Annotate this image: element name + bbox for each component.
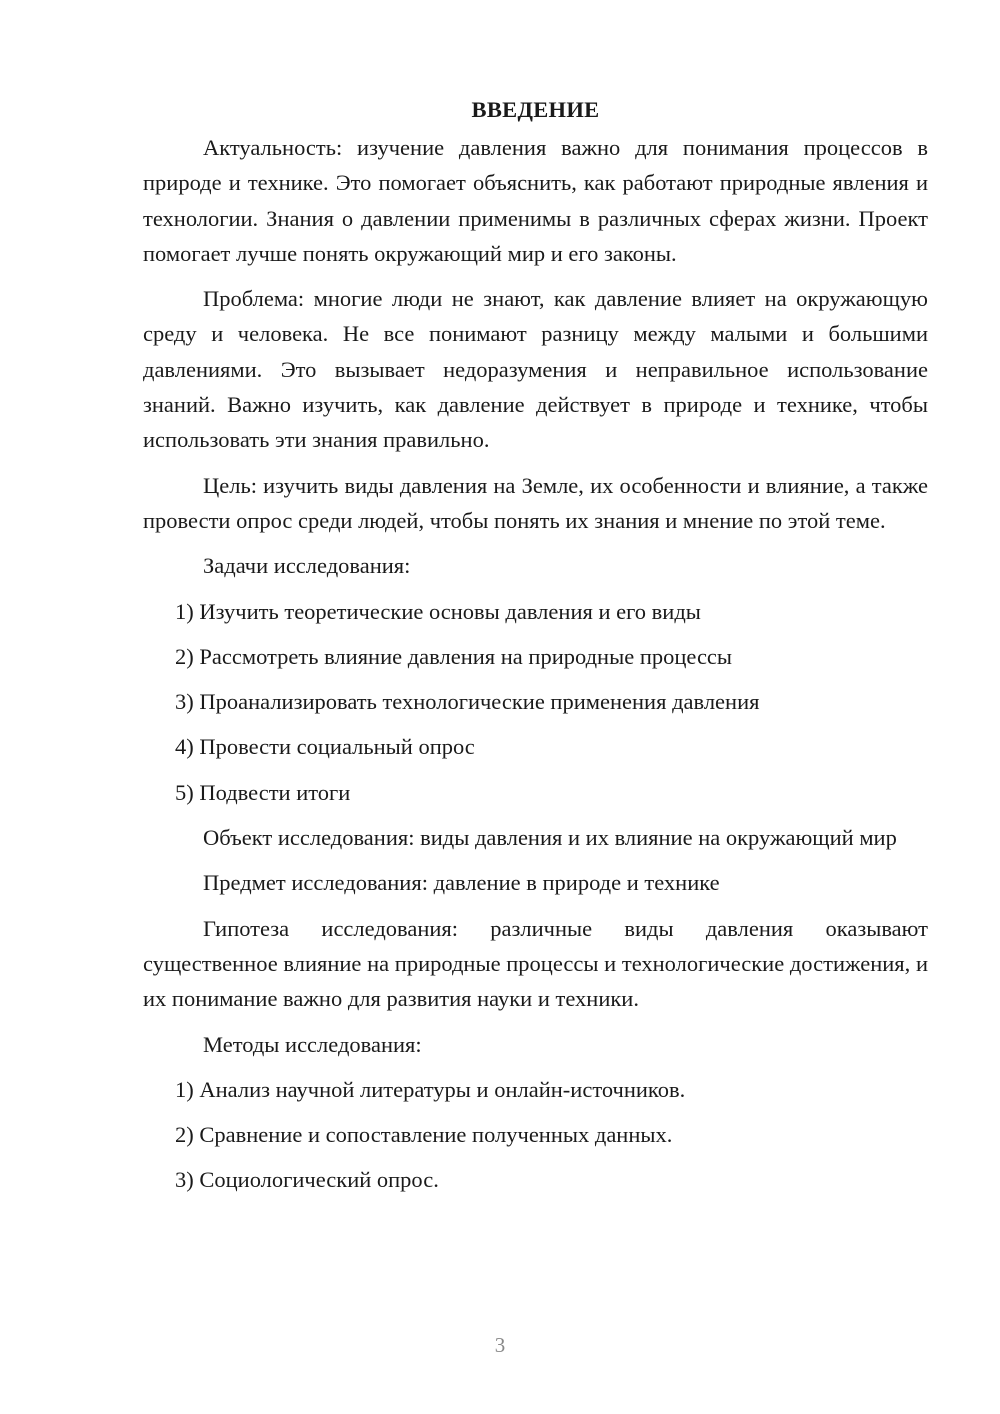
list-item: 1) Анализ научной литературы и онлайн-источников. (175, 1076, 686, 1102)
list-item: 5) Подвести итоги (175, 779, 351, 805)
list-item: 2) Рассмотреть влияние давления на природные процессы (175, 643, 733, 669)
list-item: 2) Сравнение и сопоставление полученных данных. (175, 1122, 673, 1148)
hypothesis-paragraph: Гипотеза исследования: различные виды давления оказывают существенное влияние на природные процессы и технологические достижения, и их понимание важно для развития науки и техники. (143, 915, 928, 1012)
subject-paragraph: Предмет исследования: давление в природе и технике (203, 870, 720, 896)
goal-paragraph: Цель: изучить виды давления на Земле, их особенности и влияние, а также провести опрос среди людей, чтобы понять их знания и мнение по этой теме. (143, 472, 928, 533)
methods-heading: Методы исследования: (203, 1031, 422, 1057)
problem-paragraph: Проблема: многие люди не знают, как давление влияет на окружающую среду и человека. Не все понимают разницу между малыми и большими давлениями. Это вызывает недоразумения и неправильное использование знаний. Важно изучить, как давление действует в природе и технике, чтобы использовать эти знания правильно. (143, 286, 928, 453)
tasks-list (143, 594, 928, 810)
list-item: 1) Изучить теоретические основы давления и его виды (175, 598, 701, 624)
methods-list (143, 1072, 928, 1198)
list-item: 4) Провести социальный опрос (175, 734, 475, 760)
page-number: 3 (494, 1333, 506, 1357)
tasks-heading: Задачи исследования: (203, 553, 411, 579)
relevance-paragraph: Актуальность: изучение давления важно для понимания процессов в природе и технике. Это помогает объяснить, как работают природные явления и технологии. Знания о давлении применимы в различных сферах жизни. Проект помогает лучше понять окружающий мир и его законы. (143, 135, 928, 266)
document-page (143, 95, 928, 1208)
list-item: 3) Проанализировать технологические применения давления (175, 689, 760, 715)
page-title: ВВЕДЕНИЕ (471, 97, 600, 122)
object-paragraph: Объект исследования: виды давления и их влияние на окружающий мир (203, 825, 897, 851)
list-item: 3) Социологический опрос. (175, 1167, 439, 1193)
